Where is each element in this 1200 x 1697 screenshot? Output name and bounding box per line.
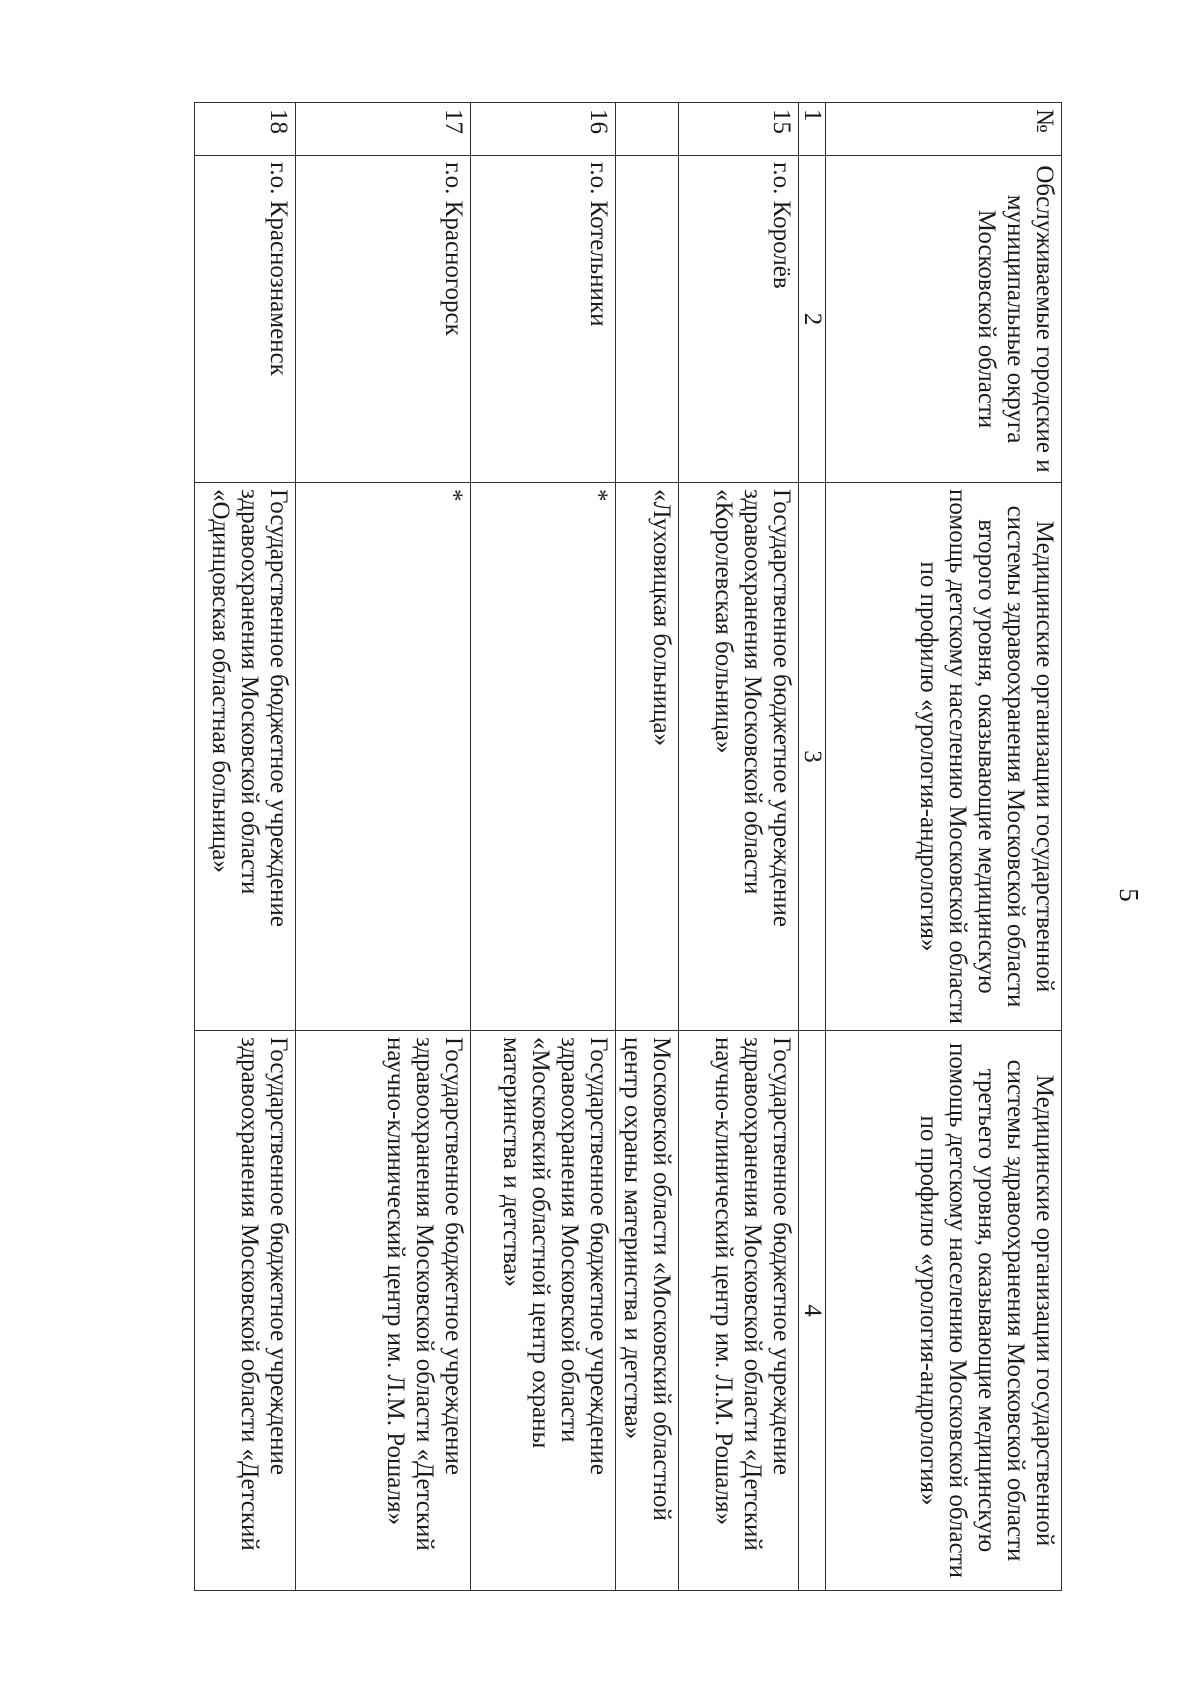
header-number: № (826, 103, 1062, 156)
row-level2-organization: «Луховицкая больница» (616, 483, 679, 1031)
header-level2-organizations: Медицинские организации государственной системы здравоохранения Московской области второго уровня, оказывающие медицинскую помощь детскому населению Московской области по профилю «урология-андрология» (826, 483, 1062, 1031)
header-districts: Обслуживаемые городские и муниципальные округа Московской области (826, 156, 1062, 483)
rotated-table-container (118, 102, 1062, 1590)
column-number: 2 (799, 156, 826, 483)
row-number: 15 (679, 103, 799, 156)
page-number: 5 (1114, 888, 1144, 902)
table-row (195, 103, 296, 1591)
row-district: г.о. Красногорск (296, 156, 471, 483)
row-district (616, 156, 679, 483)
table-row (471, 103, 616, 1591)
column-number: 4 (799, 1031, 826, 1591)
row-number: 17 (296, 103, 471, 156)
row-level3-organization: Государственное бюджетное учреждение здравоохранения Московской области «Детский (195, 1031, 296, 1591)
row-number (616, 103, 679, 156)
row-level3-organization: Государственное бюджетное учреждение здравоохранения Московской области «Детский научно-клинический центр им. Л.М. Рошаля» (296, 1031, 471, 1591)
row-district: г.о. Котельники (471, 156, 616, 483)
table-header-row (826, 103, 1062, 1591)
row-level2-organization: Государственное бюджетное учреждение здравоохранения Московской области «Королевская больница» (679, 483, 799, 1031)
row-level3-organization: Государственное бюджетное учреждение здравоохранения Московской области «Московский областной центр охраны материнства и детства» (471, 1031, 616, 1591)
header-level3-organizations: Медицинские организации государственной системы здравоохранения Московской области третьего уровня, оказывающие медицинскую помощь детскому населению Московской области по профилю «урология-андрология» (826, 1031, 1062, 1591)
column-number: 3 (799, 483, 826, 1031)
row-level2-organization: * (471, 483, 616, 1031)
row-level2-organization: Государственное бюджетное учреждение здравоохранения Московской области «Одинцовская областная больница» (195, 483, 296, 1031)
column-numbers-row (799, 103, 826, 1591)
row-number: 18 (195, 103, 296, 156)
row-level3-organization: Московской области «Московский областной центр охраны материнства и детства» (616, 1031, 679, 1591)
row-number: 16 (471, 103, 616, 156)
row-level3-organization: Государственное бюджетное учреждение здравоохранения Московской области «Детский научно-клинический центр им. Л.М. Рошаля» (679, 1031, 799, 1591)
column-number: 1 (799, 103, 826, 156)
medical-organizations-table (194, 102, 1062, 1591)
table-row (616, 103, 679, 1591)
row-level2-organization: * (296, 483, 471, 1031)
row-district: г.о. Королёв (679, 156, 799, 483)
table-row (679, 103, 799, 1591)
row-district: г.о. Краснознаменск (195, 156, 296, 483)
table-row (296, 103, 471, 1591)
